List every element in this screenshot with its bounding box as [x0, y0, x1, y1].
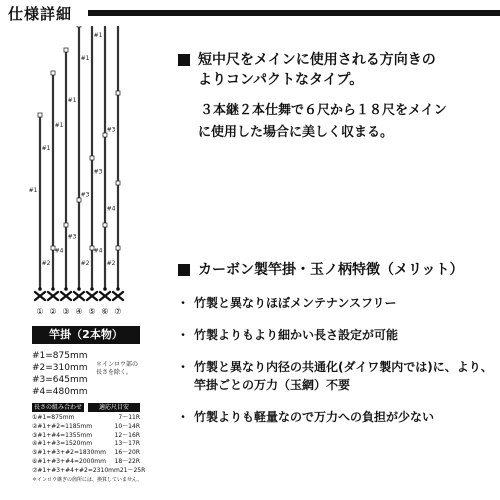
table-row [32, 466, 146, 476]
rod-segment-label: #2 [106, 259, 116, 267]
table-row [32, 449, 140, 458]
combo-header-range: 適応尺目安 [88, 403, 140, 412]
rod-hook-icon [113, 292, 123, 300]
rod-number: ⑤ [88, 307, 96, 316]
spec-item: #4=480mm [32, 387, 88, 397]
bullet-dot: ・ [176, 410, 189, 424]
rod-segment-label: #2 [41, 259, 51, 267]
rod-segment-label: #1 [67, 96, 77, 104]
rod-hook-icon [61, 292, 71, 300]
rod-joint [38, 113, 42, 117]
rod-segment-label: #4 [93, 247, 103, 255]
rod-joint [77, 198, 81, 202]
rod-segment-label: #3 [67, 233, 77, 241]
rod-segment-label: #1 [28, 186, 38, 194]
rod-segment-label: #1 [54, 121, 64, 129]
section2-title: カーボン製竿掛・玉ノ柄特徴（メリット） [198, 262, 464, 278]
square-bullet-icon [178, 264, 190, 276]
section1-heading [176, 50, 496, 70]
section2-heading [176, 260, 496, 280]
section-compact-type [176, 50, 496, 144]
rod-joint [90, 156, 94, 160]
combo-table-header [32, 403, 140, 412]
table-row [32, 458, 140, 467]
combo-cell: ①#1=875mm [32, 414, 75, 421]
rod-hook-icon [87, 292, 97, 300]
list-item [176, 358, 496, 394]
rod-segment-label: #4 [106, 205, 116, 213]
rod-hook-icon [35, 292, 45, 300]
rod-tip-icon [77, 287, 81, 291]
rod-joint [77, 26, 81, 27]
feature-text: 竹製よりもより細かい長さ設定が可能 [194, 328, 399, 342]
table-row [32, 423, 140, 432]
combo-footnote: ＊インロウ継ぎの箇所には、換算していません。 [32, 476, 143, 483]
rod-diagram-svg [0, 26, 172, 326]
table-row [32, 440, 140, 449]
rod-hook-icon [74, 292, 84, 300]
combo-cell: ⑤#1+#3+#2=1830mm [32, 449, 106, 457]
feature-list [176, 294, 496, 426]
range-cell: 12～16R [114, 431, 140, 439]
rod-number: ② [49, 307, 57, 316]
section1-title-line2: よりコンパクトなタイプ。 [198, 72, 364, 88]
rod-joint [64, 223, 68, 227]
rod-tip-icon [64, 287, 68, 291]
rod-joint [64, 48, 68, 52]
spec-item: #2=310mm [32, 363, 88, 373]
rod-hook-icon [100, 292, 110, 300]
section1-para-line2: に使用した場合に美しく収まる。 [198, 125, 394, 140]
rod-joint [116, 246, 120, 250]
rod-tip-icon [103, 287, 107, 291]
rod-diagram [0, 26, 172, 326]
list-item [176, 294, 496, 312]
header [0, 0, 500, 24]
rod-joint [116, 91, 120, 95]
bullet-dot: ・ [176, 296, 189, 310]
rod-segment-label: #1 [80, 54, 90, 62]
combo-header-combination: 長さの組み合わせ [33, 404, 82, 411]
bullet-dot: ・ [176, 360, 189, 374]
combo-cell: ⑦#1+#3+#4+#2=2310mm [32, 466, 120, 474]
rod-segment-label: #3 [106, 126, 116, 134]
rod-segment-label: #1 [41, 144, 51, 152]
spec-box-title: 竿掛（2本物） [32, 326, 140, 344]
spec-item: #1=875mm [32, 351, 88, 361]
rod-joint [51, 71, 55, 75]
feature-text: 竹製よりも軽量なので万力への負担が少ない [194, 410, 435, 424]
table-row [32, 414, 140, 423]
rod-joint [103, 133, 107, 137]
list-item [176, 326, 496, 344]
range-cell: 10～14R [114, 422, 140, 430]
combo-table [32, 403, 146, 484]
rod-segment-label: #3 [93, 168, 103, 176]
header-rule [88, 10, 500, 16]
spec-note: ＊インロウ部の長さを除く。 [96, 361, 139, 376]
rod-number: ③ [62, 307, 70, 316]
spec-item: #3=645mm [32, 375, 88, 385]
page-title: 仕様詳細 [8, 5, 73, 23]
rod-number: ⑦ [114, 307, 122, 316]
rod-segment-label: #2 [80, 259, 90, 267]
rod-segment-label: #4 [54, 247, 64, 255]
combo-cell: ③#1+#4=1355mm [32, 431, 93, 439]
rod-joint [116, 181, 120, 185]
bullet-dot: ・ [176, 328, 189, 342]
rod-tip-icon [51, 287, 55, 291]
rod-joint [103, 223, 107, 227]
rod-tip-icon [38, 287, 42, 291]
rod-number: ④ [75, 307, 83, 316]
section1-para-line1: ３本継２本仕舞で６尺から１８尺をメイン [200, 103, 447, 118]
combo-cell: ④#1+#3=1520mm [32, 440, 93, 448]
rod-segment-label: #1 [93, 31, 103, 39]
combo-cell: ⑥#1+#3+#4=2000mm [32, 457, 106, 465]
feature-text: 竹製と異なり内径の共通化(ダイワ製内では)に、より、竿掛ごとの万力（玉網）不要 [194, 360, 493, 392]
rod-tip-icon [90, 287, 94, 291]
feature-text: 竹製と異なりほぼメンテナンスフリー [194, 296, 397, 310]
rod-tip-icon [116, 287, 120, 291]
rod-hook-icon [48, 292, 58, 300]
section1-title-line1: 短中尺をメインに使用される方向きの [198, 52, 436, 68]
rod-number: ⑥ [101, 307, 109, 316]
range-cell: 16～20R [114, 449, 140, 457]
range-cell: 21～25R [119, 466, 146, 474]
square-bullet-icon [178, 54, 190, 66]
rod-segment-label: #3 [80, 191, 90, 199]
table-row [32, 432, 140, 441]
combo-cell: ②#1+#2=1185mm [32, 422, 93, 430]
range-cell: 7～11R [118, 414, 140, 421]
rod-number: ① [36, 307, 44, 316]
range-cell: 18～22R [114, 457, 140, 465]
range-cell: 13～17R [114, 440, 140, 448]
section-features [176, 260, 496, 440]
list-item [176, 408, 496, 426]
section1-paragraph [176, 100, 496, 144]
